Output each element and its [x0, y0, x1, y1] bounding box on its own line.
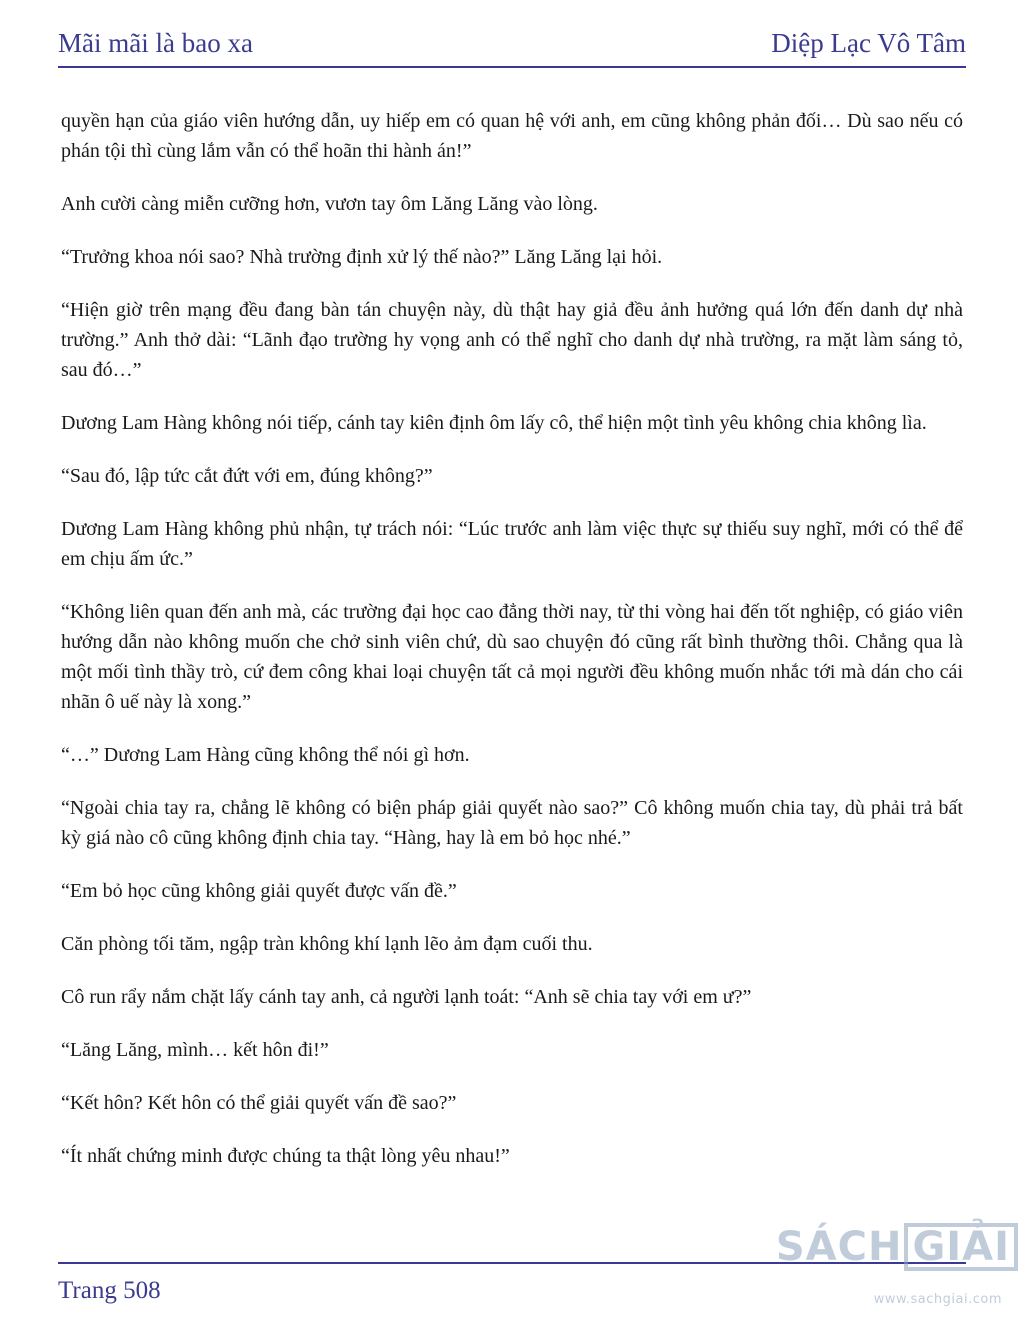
paragraph: Dương Lam Hàng không phủ nhận, tự trách nói: “Lúc trước anh làm việc thực sự thiếu suy nghĩ, mới có thể để em chịu ấm ức.”	[61, 518, 963, 570]
book-title: Mãi mãi là bao xa	[58, 28, 253, 58]
body-text	[61, 106, 963, 1194]
watermark-url: www.sachgiai.com	[873, 1292, 1002, 1307]
paragraph: “…” Dương Lam Hàng cũng không thể nói gì hơn.	[61, 744, 470, 766]
paragraph: quyền hạn của giáo viên hướng dẫn, uy hiếp em có quan hệ với anh, em cũng không phản đối… Dù sao nếu có phán tội thì cùng lắm vẫn có thể hoãn thi hành án!”	[61, 110, 963, 162]
author-name: Diệp Lạc Vô Tâm	[771, 28, 966, 58]
paragraph: “Không liên quan đến anh mà, các trường đại học cao đẳng thời nay, từ thi vòng hai đến tốt nghiệp, có giáo viên hướng dẫn nào không muốn che chở sinh viên chứ, dù sao chuyện đó cũng rất bình thường thôi. Chẳng qua là một mối tình thầy trò, cứ đem công khai loại chuyện tất cả mọi người đều không muốn nhắc tới mà dán cho cái nhãn ô uế này là xong.”	[61, 601, 963, 713]
paragraph: “Lăng Lăng, mình… kết hôn đi!”	[61, 1039, 329, 1061]
paragraph: “Hiện giờ trên mạng đều đang bàn tán chuyện này, dù thật hay giả đều ảnh hưởng quá lớn đến danh dự nhà trường.” Anh thở dài: “Lãnh đạo trường hy vọng anh có thể nghĩ cho danh dự nhà trường, ra mặt làm sáng tỏ, sau đó…”	[61, 299, 963, 381]
watermark-logo-left: SÁCH	[775, 1224, 903, 1270]
paragraph: “Em bỏ học cũng không giải quyết được vấn đề.”	[61, 880, 457, 902]
page-number: Trang 508	[58, 1277, 161, 1304]
paragraph: “Ngoài chia tay ra, chẳng lẽ không có biện pháp giải quyết nào sao?” Cô không muốn chia tay, dù phải trả bất kỳ giá nào cô cũng không định chia tay. “Hàng, hay là em bỏ học nhé.”	[61, 797, 963, 849]
paragraph: “Sau đó, lập tức cắt đứt với em, đúng không?”	[61, 465, 433, 487]
watermark-logo	[776, 1222, 1018, 1272]
paragraph: “Kết hôn? Kết hôn có thể giải quyết vấn đề sao?”	[61, 1092, 457, 1114]
paragraph: “Trưởng khoa nói sao? Nhà trường định xử lý thế nào?” Lăng Lăng lại hỏi.	[61, 246, 663, 268]
paragraph: Anh cười càng miễn cưỡng hơn, vươn tay ôm Lăng Lăng vào lòng.	[61, 193, 598, 215]
paragraph: Dương Lam Hàng không nói tiếp, cánh tay kiên định ôm lấy cô, thể hiện một tình yêu không chia không lìa.	[61, 412, 927, 434]
watermark-logo-boxed: GIẢI	[904, 1223, 1018, 1271]
page-header	[58, 26, 966, 68]
paragraph: Căn phòng tối tăm, ngập tràn không khí lạnh lẽo ảm đạm cuối thu.	[61, 933, 593, 955]
paragraph: “Ít nhất chứng minh được chúng ta thật lòng yêu nhau!”	[61, 1145, 510, 1167]
paragraph: Cô run rẩy nắm chặt lấy cánh tay anh, cả người lạnh toát: “Anh sẽ chia tay với em ư?”	[61, 986, 752, 1008]
sachgiai-watermark	[775, 1222, 1018, 1318]
